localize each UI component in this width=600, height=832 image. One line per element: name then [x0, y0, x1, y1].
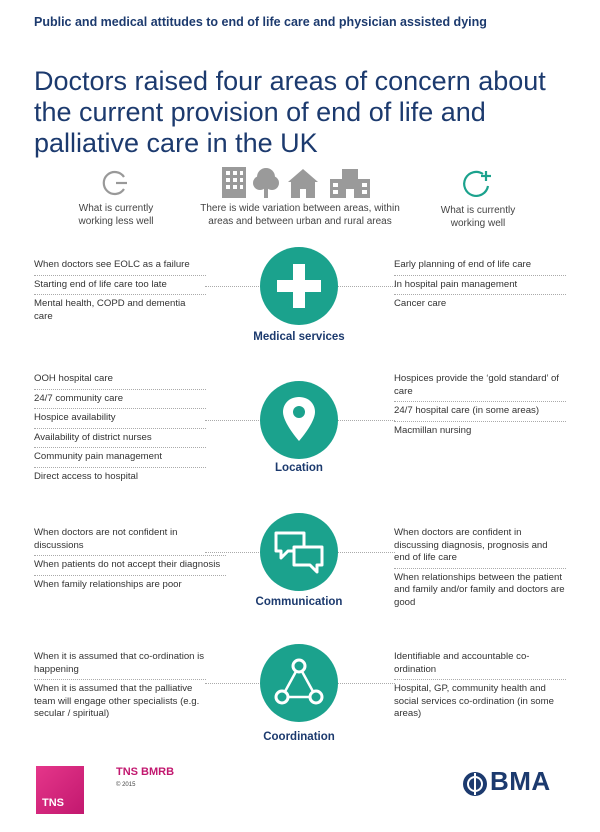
medical-services-circle	[260, 247, 338, 325]
list-item: Starting end of life care too late	[34, 276, 206, 296]
location-circle	[260, 381, 338, 459]
list-item: When doctors are confident in discussing diagnosis, prognosis and end of life care	[394, 524, 566, 569]
bma-logo: BMA	[490, 766, 551, 796]
section-label-communication: Communication	[255, 596, 343, 608]
document-top-title: Public and medical attitudes to end of life care and physician assisted dying	[34, 15, 487, 29]
coordination-working-well-list	[394, 648, 566, 724]
list-item: When doctors see EOLC as a failure	[34, 256, 206, 276]
list-item: Mental health, COPD and dementia care	[34, 298, 186, 322]
column-head-less-well: What is currently working less well	[78, 203, 154, 227]
list-item: When relationships between the patient and family and/or family and doctors are good	[394, 571, 565, 608]
list-item: Direct access to hospital	[34, 470, 138, 482]
communication-circle	[260, 513, 338, 591]
speech-bubbles-icon	[260, 513, 338, 591]
section-label-location: Location	[275, 462, 323, 474]
location-less-well-list	[34, 370, 206, 486]
medical-services-working-well-list	[394, 256, 566, 314]
list-item: Hospital, GP, community health and social services co-ordination (in some areas)	[394, 683, 554, 719]
list-item: Hospices provide the ‘gold standard’ of care	[394, 370, 566, 402]
column-head-variation: There is wide variation between areas, within areas and between urban and rural areas	[200, 203, 400, 227]
communication-less-well-list	[34, 524, 226, 594]
list-item: Identifiable and accountable co-ordination	[394, 648, 566, 680]
copyright: © 2015	[116, 782, 136, 788]
list-item: When it is assumed that co-ordination is happening	[34, 648, 206, 680]
bma-emblem-icon	[461, 770, 489, 798]
section-label-coordination: Coordination	[263, 731, 335, 743]
section-label-medical-services: Medical services	[253, 331, 345, 343]
list-item: In hospital pain management	[394, 276, 566, 296]
list-item: 24/7 community care	[34, 390, 206, 410]
communication-working-well-list	[394, 524, 566, 612]
network-triangle-icon	[260, 644, 338, 722]
area-buildings-icon	[218, 165, 378, 199]
tns-logo: TNS	[36, 766, 84, 814]
coordination-circle	[260, 644, 338, 722]
refresh-plus-icon	[461, 168, 493, 200]
list-item: Macmillan nursing	[394, 424, 472, 436]
list-item: When patients do not accept their diagnosis	[34, 556, 226, 576]
list-item: Cancer care	[394, 298, 447, 309]
plus-icon	[260, 247, 338, 325]
list-item: When doctors are not confident in discussions	[34, 524, 226, 556]
list-item: Community pain management	[34, 448, 206, 468]
list-item: Hospice availability	[34, 409, 206, 429]
tns-bmrb-name: TNS BMRB	[116, 766, 175, 778]
location-working-well-list	[394, 370, 566, 440]
list-item: 24/7 hospital care (in some areas)	[394, 402, 566, 422]
location-pin-icon	[260, 381, 338, 459]
medical-services-less-well-list	[34, 256, 206, 326]
list-item: When it is assumed that the palliative team will engage other specialists (e.g. secular / spiritual)	[34, 683, 200, 719]
refresh-minus-icon	[100, 168, 130, 198]
list-item: OOH hospital care	[34, 370, 206, 390]
list-item: When family relationships are poor	[34, 578, 182, 590]
list-item: Availability of district nurses	[34, 429, 206, 449]
list-item: Early planning of end of life care	[394, 256, 566, 276]
coordination-less-well-list	[34, 648, 206, 724]
headline: Doctors raised four areas of concern about the current provision of end of life and palliative care in the UK	[34, 66, 546, 158]
column-head-working-well: What is currently working well	[440, 205, 516, 229]
